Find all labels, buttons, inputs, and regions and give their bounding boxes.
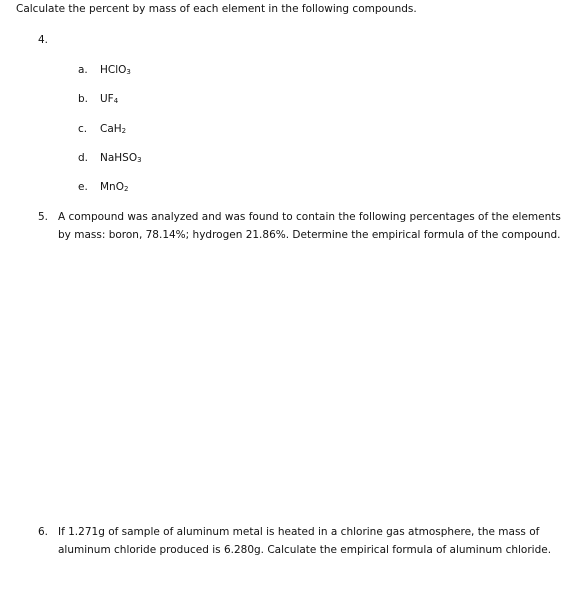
- item-letter: a.: [78, 64, 88, 76]
- question-6-line-2: aluminum chloride produced is 6.280g. Calculate the empirical formula of aluminum chloride.: [58, 544, 552, 556]
- item-formula: NaHSO$_3$: [100, 152, 142, 164]
- item-letter: d.: [78, 152, 89, 164]
- question-6-line-1: If 1.271g of sample of aluminum metal is heated in a chlorine gas atmosphere, the mass of: [58, 526, 540, 538]
- question-5-line-2: by mass: boron, 78.14%; hydrogen 21.86%. Determine the empirical formula of the compound.: [58, 229, 561, 241]
- worksheet-instruction: Calculate the percent by mass of each element in the following compounds.: [16, 3, 417, 15]
- item-formula: HClO$_3$: [100, 64, 131, 76]
- question-5-number: 5.: [38, 211, 49, 223]
- item-formula: $UF_4$: [100, 93, 119, 105]
- question-4-number: 4.: [38, 34, 49, 46]
- question-6-number: 6.: [38, 526, 49, 538]
- question-5-line-1: A compound was analyzed and was found to contain the following percentages of the elements: [58, 211, 561, 223]
- item-letter: e.: [78, 181, 88, 193]
- item-letter: c.: [78, 123, 88, 135]
- item-letter: b.: [78, 93, 89, 105]
- item-formula: CaH$_2$: [100, 123, 127, 135]
- item-formula: MnO$_2$: [100, 181, 129, 193]
